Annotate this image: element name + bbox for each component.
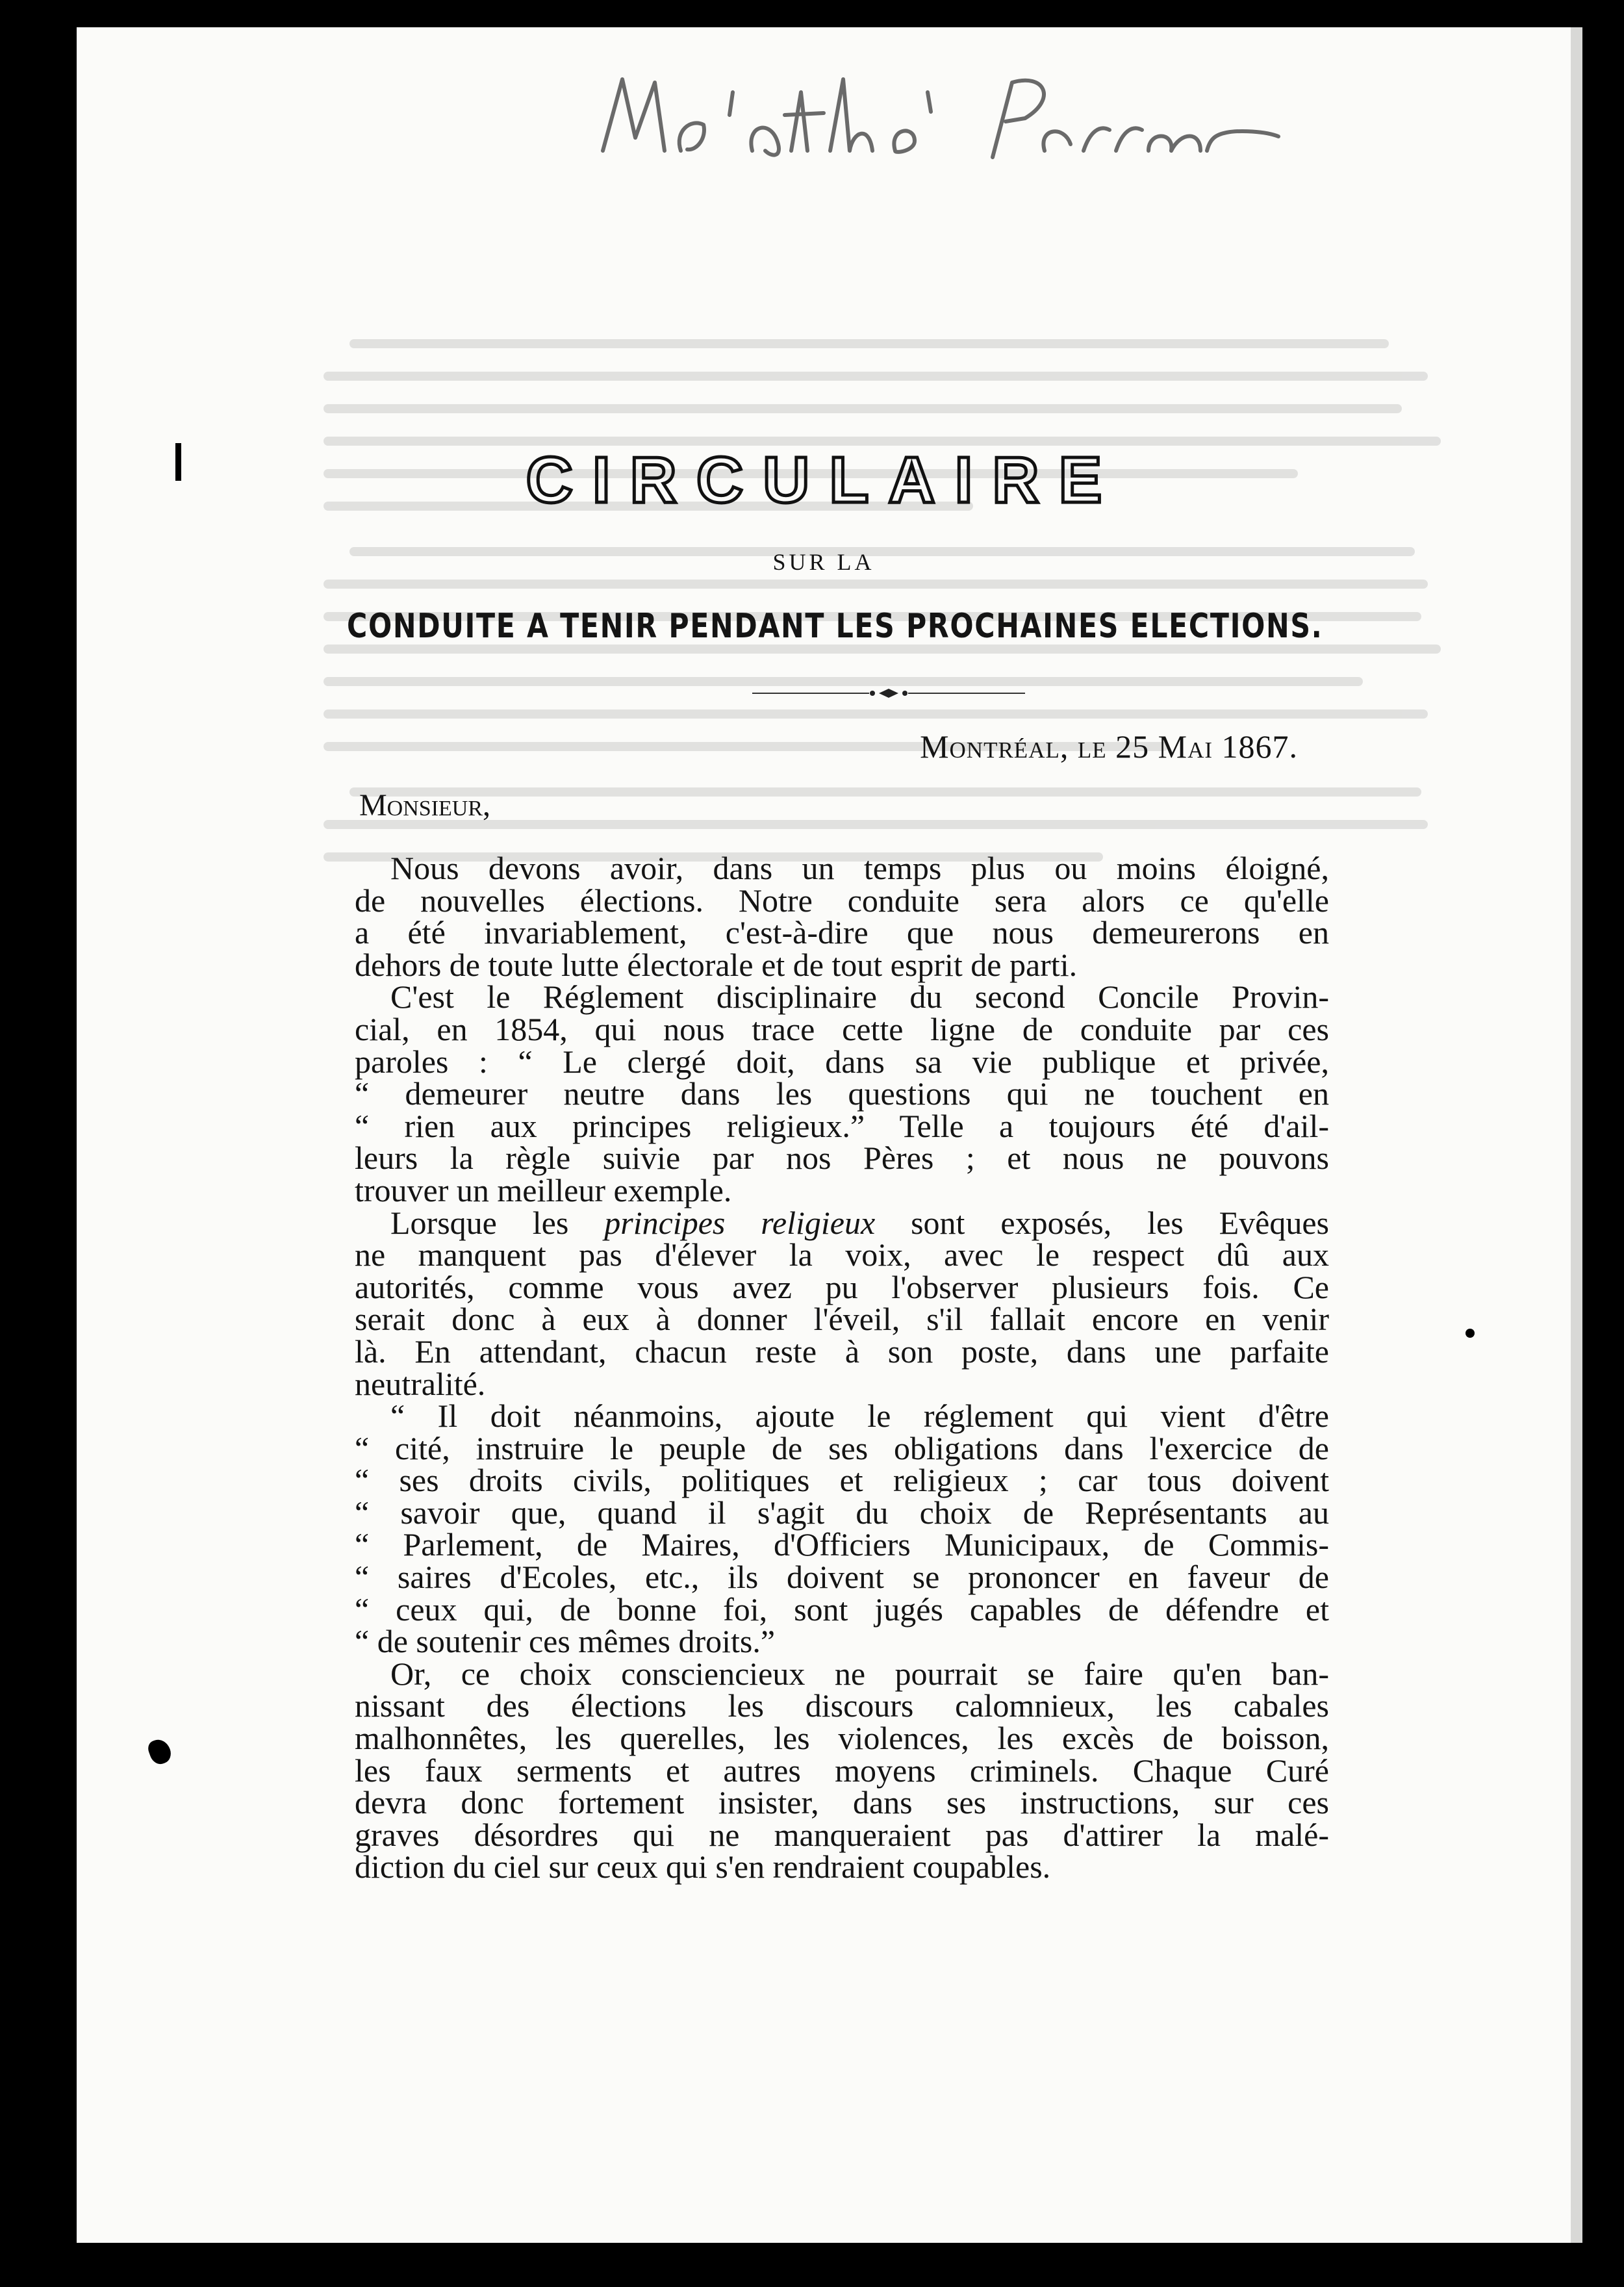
body-line: diction du ciel sur ceux qui s'en rendraient coupables. — [355, 1848, 1051, 1885]
body-line: les faux serments et autres moyens criminels. Chaque Curé — [355, 1752, 1329, 1789]
date-line: Montréal, le 25 Mai 1867. — [920, 728, 1298, 765]
body-line: neutralité. — [355, 1365, 486, 1402]
page-edge — [1571, 27, 1582, 2243]
body-line: de nouvelles élections. Notre conduite sera alors ce qu'elle — [355, 882, 1329, 919]
body-line: “ saires d'Ecoles, etc., ils doivent se prononcer en faveur de — [355, 1559, 1329, 1596]
body-line: “ cité, instruire le peuple de ses obligations dans l'exercice de — [355, 1429, 1329, 1466]
body-line: devra donc fortement insister, dans ses instructions, sur ces — [355, 1784, 1329, 1821]
body-line: trouver un meilleur exemple. — [355, 1171, 732, 1208]
letter-body — [355, 852, 1329, 1884]
scan-dot — [1465, 1329, 1475, 1338]
body-line: malhonnêtes, les querelles, les violences, les excès de boisson, — [355, 1720, 1329, 1757]
body-line: Nous devons avoir, dans un temps plus ou moins éloigné, — [390, 850, 1329, 886]
body-line: “ ceux qui, de bonne foi, sont jugés capables de défendre et — [355, 1591, 1329, 1628]
body-line: paroles : “ Le clergé doit, dans sa vie publique et privée, — [355, 1043, 1329, 1080]
document-title: CIRCULAIRE — [526, 444, 1122, 517]
ornament-divider — [752, 684, 1025, 703]
body-line: C'est le Réglement disciplinaire du second Concile Provin- — [390, 978, 1329, 1016]
document-page — [77, 27, 1571, 2243]
body-line: dehors de toute lutte électorale et de tout esprit de parti. — [355, 946, 1078, 983]
handwritten-signature — [577, 53, 1291, 177]
body-line: nissant des élections les discours calomnieux, les cabales — [355, 1687, 1329, 1724]
body-line: Lorsque les principes religieux sont exposés, les Evêques — [390, 1204, 1329, 1241]
body-line: “ Il doit néanmoins, ajoute le réglement qui vient d'être — [390, 1398, 1329, 1435]
body-line: “ de soutenir ces mêmes droits.” — [355, 1623, 776, 1660]
body-line: cial, en 1854, qui nous trace cette ligne de conduite par ces — [355, 1010, 1329, 1047]
body-line: là. En attendant, chacun reste à son poste, dans une parfaite — [355, 1333, 1329, 1370]
body-line: serait donc à eux à donner l'éveil, s'il fallait encore en venir — [355, 1301, 1329, 1338]
body-line: “ savoir que, quand il s'agit du choix de Représentants au — [355, 1494, 1329, 1531]
document-subtitle-prefix: SUR LA — [772, 549, 875, 575]
body-line: Or, ce choix consciencieux ne pourrait se faire qu'en ban- — [390, 1655, 1329, 1692]
document-subtitle: CONDUITE A TENIR PENDANT LES PROCHAINES ELECTIONS. — [347, 607, 1323, 646]
body-line: “ demeurer neutre dans les questions qui ne touchent en — [355, 1075, 1329, 1112]
body-line: “ Parlement, de Maires, d'Officiers Municipaux, de Commis- — [355, 1526, 1329, 1563]
body-line: leurs la règle suivie par nos Pères ; et nous ne pouvons — [355, 1140, 1329, 1177]
body-line: autorités, comme vous avez pu l'observer plusieurs fois. Ce — [355, 1268, 1329, 1305]
margin-mark — [146, 1737, 173, 1767]
body-line: “ ses droits civils, politiques et religieux ; car tous doivent — [355, 1462, 1329, 1499]
body-line: graves désordres qui ne manqueraient pas d'attirer la malé- — [355, 1816, 1329, 1853]
body-line: a été invariablement, c'est-à-dire que nous demeurerons en — [355, 914, 1329, 951]
body-line: ne manquent pas d'élever la voix, avec le respect dû aux — [355, 1236, 1329, 1273]
body-line: “ rien aux principes religieux.” Telle a toujours été d'ail- — [355, 1107, 1329, 1144]
salutation: Monsieur, — [359, 788, 491, 823]
